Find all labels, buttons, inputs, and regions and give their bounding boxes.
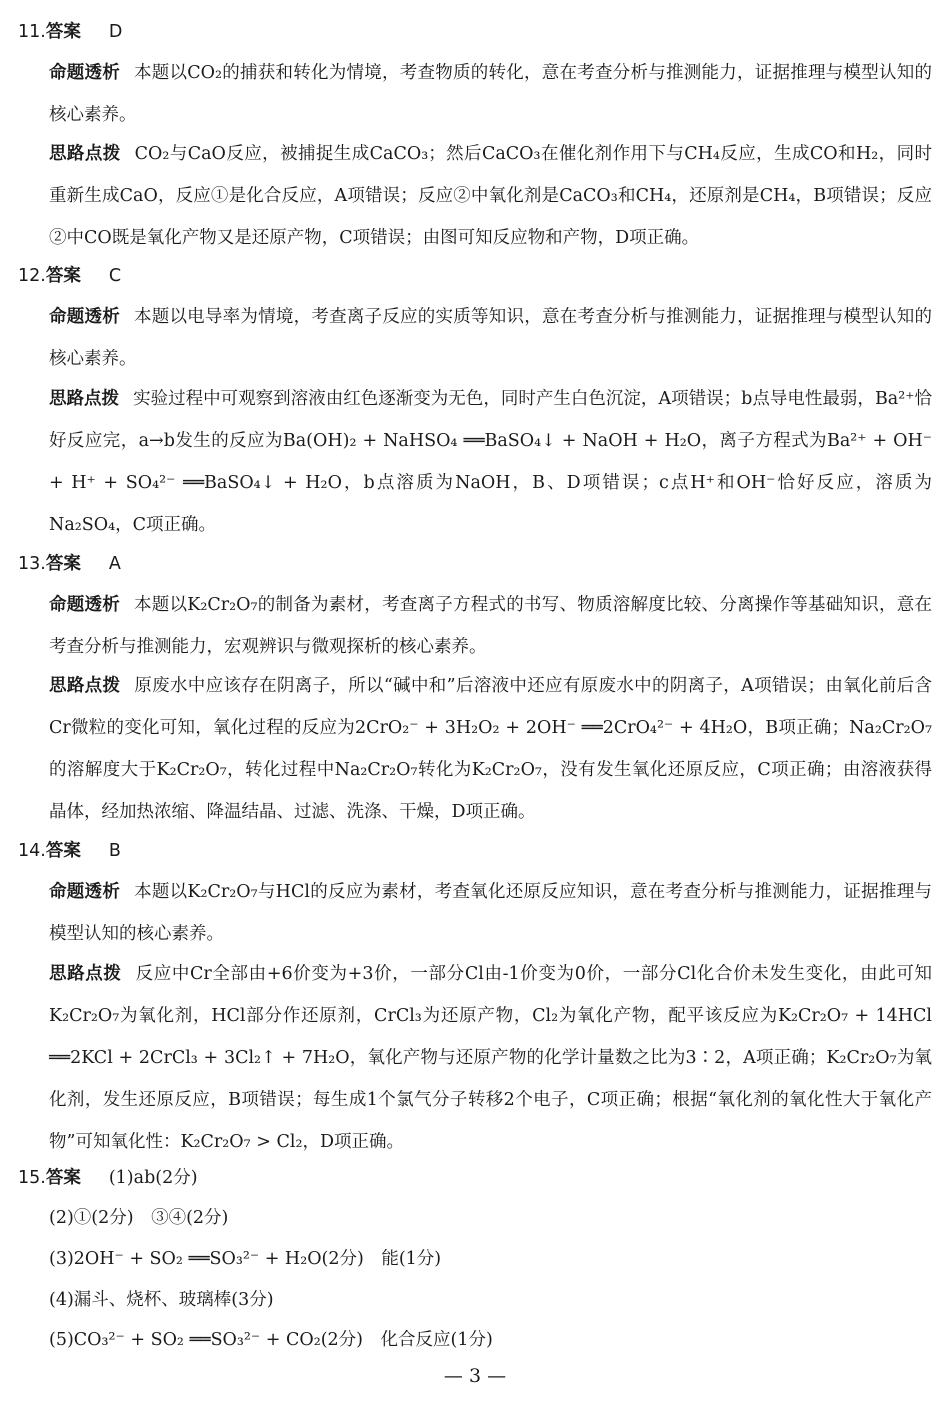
q15-answer-label: 答案 xyxy=(45,1168,81,1188)
q11-hint-label: 思路点拨 xyxy=(49,144,121,164)
q13-number: 13. xyxy=(18,554,46,574)
q13-hint-text: 原废水中应该存在阴离子，所以“碱中和”后溶液中还应有原废水中的阴离子，A项错误；由氧化前后含Cr微粒的变化可知，氧化过程的反应为2CrO₂⁻ + 3H₂O₂ + 2OH⁻ ══2CrO₄²⁻ + 4H₂O，B项正确；Na₂Cr₂O₇的溶解度大于K₂Cr₂O₇，转化过程中Na₂Cr₂O₇转化为K₂Cr₂O₇，没有发生氧化还原反应，C项正确；由溶液获得晶体，经加热浓缩、降温结晶、过滤、洗涤、干燥，D项正确。 xyxy=(49,676,933,822)
q14-insight xyxy=(49,871,932,955)
q11-answer-label: 答案 xyxy=(45,22,81,42)
q12-answer-label: 答案 xyxy=(45,266,81,286)
q14-insight-text: 本题以K₂Cr₂O₇与HCl的反应为素材，考查氧化还原反应知识，意在考查分析与推测能力，证据推理与模型认知的核心素养。 xyxy=(49,882,932,944)
q12-number: 12. xyxy=(18,266,46,286)
q15-answer-part-2: (2)①(2分) ③④(2分) xyxy=(49,1208,229,1228)
q14-insight-label: 命题透析 xyxy=(49,882,121,902)
q11-insight xyxy=(49,52,932,136)
page-number-dash-right: — xyxy=(481,1365,507,1387)
q11-insight-text: 本题以CO₂的捕获和转化为情境，考查物质的转化，意在考查分析与推测能力，证据推理与模型认知的核心素养。 xyxy=(49,63,932,125)
q12-hint-label: 思路点拨 xyxy=(49,389,120,409)
q12-answer-value: C xyxy=(108,266,122,286)
q12-insight-label: 命题透析 xyxy=(49,307,120,327)
q13-answer-header xyxy=(18,552,121,576)
q11-number: 11. xyxy=(18,22,46,42)
q13-insight-text: 本题以K₂Cr₂O₇的制备为素材，考查离子方程式的书写、物质溶解度比较、分离操作等基础知识，意在考查分析与推测能力，宏观辨识与微观探析的核心素养。 xyxy=(49,595,932,657)
q13-insight-label: 命题透析 xyxy=(49,595,121,615)
q13-answer-value: A xyxy=(108,554,121,574)
q15-number: 15. xyxy=(18,1168,46,1188)
q13-answer-label: 答案 xyxy=(45,554,81,574)
q12-hint xyxy=(49,378,932,546)
q14-number: 14. xyxy=(18,841,46,861)
q13-hint-label: 思路点拨 xyxy=(49,676,121,696)
q11-hint xyxy=(49,133,932,259)
q14-hint-label: 思路点拨 xyxy=(49,964,122,984)
q14-hint xyxy=(49,953,932,1163)
q11-answer-header xyxy=(18,20,122,44)
q12-answer-header xyxy=(18,264,121,288)
q15-answer-header xyxy=(18,1166,198,1190)
q15-answer-part-4: (4)漏斗、烧杯、玻璃棒(3分) xyxy=(49,1290,274,1310)
q15-answer-part-3: (3)2OH⁻ + SO₂ ══SO₃²⁻ + H₂O(2分) 能(1分) xyxy=(49,1249,442,1269)
q11-answer-value: D xyxy=(108,22,123,42)
page-number: 3 xyxy=(468,1365,482,1387)
q14-hint-text: 反应中Cr全部由+6价变为+3价，一部分Cl由-1价变为0价，一部分Cl化合价未发生变化，由此可知K₂Cr₂O₇为氧化剂，HCl部分作还原剂，CrCl₃为还原产物，Cl₂为氧化产物，配平该反应为K₂Cr₂O₇ + 14HCl ══2KCl + 2CrCl₃ + 3Cl₂↑ + 7H₂O，氧化产物与还原产物的化学计量数之比为3∶2，A项正确；K₂Cr₂O₇为氧化剂，发生还原反应，B项错误；每生成1个氯气分子转移2个电子，C项正确；根据“氧化剂的氧化性大于氧化产物”可知氧化性：K₂Cr₂O₇ > Cl₂，D项正确。 xyxy=(49,964,933,1152)
q14-answer-header xyxy=(18,839,121,863)
q15-answer-part-5: (5)CO₃²⁻ + SO₂ ══SO₃²⁻ + CO₂(2分) 化合反应(1分) xyxy=(49,1330,493,1350)
q11-insight-label: 命题透析 xyxy=(49,63,120,83)
q15-answer-part-1: (1)ab(2分) xyxy=(108,1168,198,1188)
q12-insight xyxy=(49,296,932,380)
page-number-dash-left: — xyxy=(443,1365,469,1387)
q13-insight xyxy=(49,584,932,668)
q14-answer-label: 答案 xyxy=(45,841,81,861)
page-footer xyxy=(0,1364,950,1388)
q12-hint-text: 实验过程中可观察到溶液由红色逐渐变为无色，同时产生白色沉淀，A项错误；b点导电性最弱，Ba²⁺恰好反应完，a→b发生的反应为Ba(OH)₂ + NaHSO₄ ══BaSO₄↓ + NaOH + H₂O，离子方程式为Ba²⁺ + OH⁻ + H⁺ + SO₄²⁻ ══BaSO₄↓ + H₂O，b点溶质为NaOH，B、D项错误；c点H⁺和OH⁻恰好反应，溶质为Na₂SO₄，C项正确。 xyxy=(49,389,933,535)
q14-answer-value: B xyxy=(108,841,121,861)
q13-hint xyxy=(49,665,932,833)
q11-hint-text: CO₂与CaO反应，被捕捉生成CaCO₃；然后CaCO₃在催化剂作用下与CH₄反应，生成CO和H₂，同时重新生成CaO，反应①是化合反应，A项错误；反应②中氧化剂是CaCO₃和CH₄，还原剂是CH₄，B项错误；反应②中CO既是氧化产物又是还原产物，C项错误；由图可知反应物和产物，D项正确。 xyxy=(49,144,932,248)
q12-insight-text: 本题以电导率为情境，考查离子反应的实质等知识，意在考查分析与推测能力，证据推理与模型认知的核心素养。 xyxy=(49,307,933,369)
